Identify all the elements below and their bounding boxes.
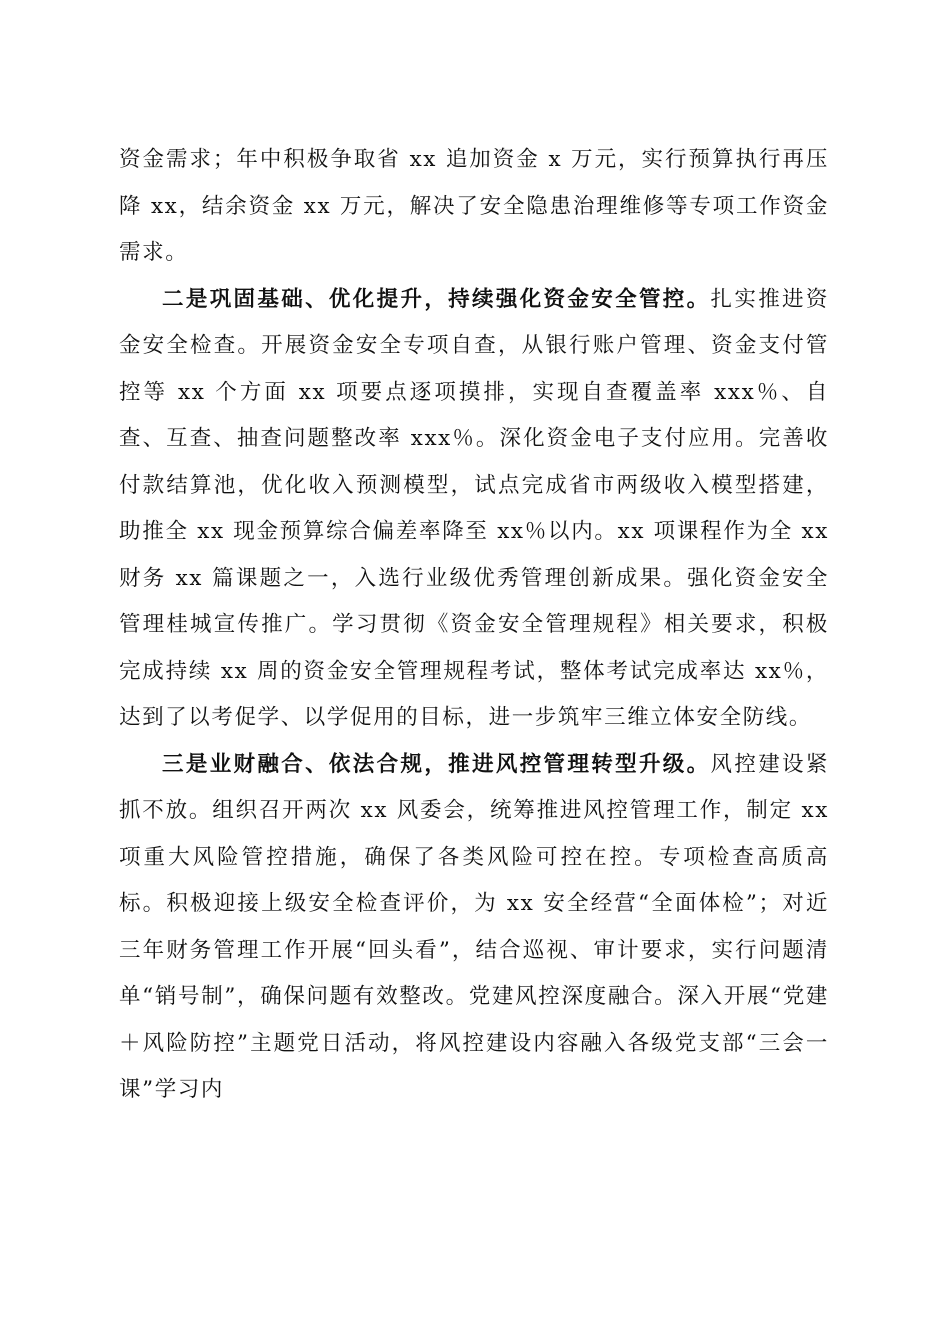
document-body <box>119 137 829 1114</box>
paragraph-text: 资金需求；年中积极争取省 xx 追加资金 x 万元，实行预算执行再压降 xx，结余资金 xx 万元，解决了安全隐患治理维修等专项工作资金需求。 <box>119 147 829 265</box>
paragraph-text: 风控建设紧抓不放。组织召开两次 xx 风委会，统筹推进风控管理工作，制定 xx 项重大风险管控措施，确保了各类风险可控在控。专项检查高质高标。积极迎接上级安全检查评价，为 xx 安全经营“全面体检”；对近三年财务管理工作开展“回头看”，结合巡视、审计要求，实行问题清单“销号制”，确保问题有效整改。党建风控深度融合。深入开展“党建＋风险防控”主题党日活动，将风控建设内容融入各级党支部“三会一课”学习内 <box>119 751 829 1102</box>
paragraph-lead-heading: 二是巩固基础、优化提升，持续强化资金安全管控。 <box>162 286 711 312</box>
paragraph-section-two <box>119 277 829 742</box>
paragraph-lead-heading: 三是业财融合、依法合规，推进风控管理转型升级。 <box>162 751 711 777</box>
paragraph-text: 扎实推进资金安全检查。开展资金安全专项自查，从银行账户管理、资金支付管控等 xx 个方面 xx 项要点逐项摸排，实现自查覆盖率 xxx％、自查、互查、抽查问题整改率 xxx％。深化资金电子支付应用。完善收付款结算池，优化收入预测模型，试点完成省市两级收入模型搭建，助推全 xx 现金预算综合偏差率降至 xx％以内。xx 项课程作为全 xx 财务 xx 篇课题之一，入选行业级优秀管理创新成果。强化资金安全管理桂城宣传推广。学习贯彻《资金安全管理规程》相关要求，积极完成持续 xx 周的资金安全管理规程考试，整体考试完成率达 xx％，达到了以考促学、以学促用的目标，进一步筑牢三维立体安全防线。 <box>119 286 829 730</box>
paragraph-continuation <box>119 137 829 277</box>
paragraph-section-three <box>119 742 829 1114</box>
